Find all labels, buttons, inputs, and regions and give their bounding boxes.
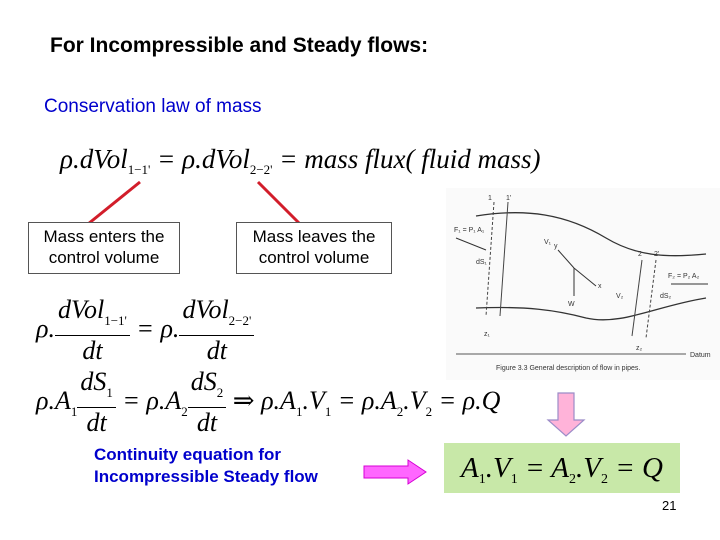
flow-ds1: dS (80, 367, 107, 396)
res-s3: 2 (568, 472, 576, 487)
flow-sub2: 2 (181, 403, 188, 419)
mass-leaves-box: Mass leaves the control volume (236, 222, 392, 274)
rate-num-left: dVol (57, 295, 105, 324)
flow-ds1-sub: 1 (106, 385, 113, 400)
label-x: x (598, 283, 602, 290)
flow-dt-2: dt (196, 408, 218, 437)
continuity-result-box (444, 443, 680, 493)
down-arrow-icon (548, 393, 584, 436)
rate-num-right-sub: 2−2' (228, 313, 252, 328)
section-heading: Conservation law of mass (44, 96, 262, 117)
flow-v2-sub: 2 (425, 403, 433, 419)
label-1: 1 (488, 195, 492, 202)
rate-frac-left (55, 296, 130, 366)
label-ds2: dS₂ (660, 293, 672, 300)
flow-frac-1 (77, 368, 116, 438)
eq-mid: = ρ.dVol (150, 144, 250, 174)
pointer-line-leaves (258, 182, 300, 224)
label-f1: F₁ = P₁ A₁ (454, 227, 485, 234)
label-2p: 2' (654, 251, 660, 258)
rate-num-left-sub: 1−1' (104, 313, 127, 328)
mass-enters-box: Mass enters the control volume (28, 222, 180, 274)
eq-lhs-sub: 1−1' (127, 162, 151, 177)
flow-eq-rho: = ρ.A (331, 385, 397, 415)
res-s2: 1 (510, 472, 518, 487)
label-v2: V₂ (616, 293, 624, 300)
rate-equation (36, 296, 254, 366)
label-f2: F₂ = P₂ A₂ (668, 273, 700, 280)
res-s1: 1 (478, 472, 486, 487)
label-1p: 1' (506, 195, 512, 202)
res-eq: = A (517, 452, 569, 484)
flow-equation (36, 368, 500, 438)
pointer-line-enters (88, 182, 140, 224)
rate-den-left: dt (82, 336, 103, 365)
label-z2: z₂ (636, 345, 643, 352)
label-z1: z₁ (484, 331, 490, 338)
label-w: W (568, 301, 575, 308)
rate-equals: = ρ. (129, 313, 180, 343)
flow-part1: ρ.A (36, 385, 71, 415)
flow-v1-sub: 1 (324, 403, 332, 419)
res-s4: 2 (600, 472, 608, 487)
rate-rho: ρ. (36, 313, 55, 343)
rate-num-right: dVol (182, 295, 229, 324)
flow-v2: .V (403, 385, 426, 415)
eq-mid-sub: 2−2' (249, 162, 273, 177)
flow-equals: = ρ.A (115, 385, 182, 415)
res-v1: .V (485, 452, 511, 484)
flow-q: = ρ.Q (432, 385, 501, 415)
label-y: y (554, 243, 558, 250)
right-arrow-icon (364, 460, 426, 484)
flow-dt-1: dt (86, 408, 107, 437)
flow-ds2-sub: 2 (216, 385, 224, 400)
rate-den-right: dt (206, 336, 228, 365)
page-number: 21 (662, 498, 677, 513)
label-v1: V₁ (544, 239, 552, 246)
figure-caption: Figure 3.3 General description of flow in pipes. (496, 365, 641, 372)
pipe-flow-figure (446, 188, 720, 380)
rate-frac-right (179, 296, 254, 366)
flow-sub1: 1 (70, 403, 78, 419)
flow-v1: .V (302, 385, 325, 415)
datum-label: Datum (690, 352, 711, 359)
label-ds1: dS₁ (476, 259, 487, 266)
res-v2: .V (575, 452, 601, 484)
flow-ds2: dS (190, 367, 217, 396)
continuity-label: Continuity equation for Incompressible Steady flow (94, 445, 318, 486)
res-a1: A (461, 452, 479, 484)
eq-lhs: ρ.dVol (60, 144, 128, 174)
flow-a2-sub: 2 (396, 403, 404, 419)
label-2: 2 (638, 251, 642, 258)
flow-a1-sub: 1 (295, 403, 303, 419)
eq-rhs: = mass flux( fluid mass) (272, 144, 541, 174)
slide-title: For Incompressible and Steady flows: (50, 34, 429, 57)
flow-implies: ⇒ ρ.A (226, 385, 296, 415)
res-q: = Q (607, 452, 663, 484)
flow-frac-2 (188, 368, 227, 438)
